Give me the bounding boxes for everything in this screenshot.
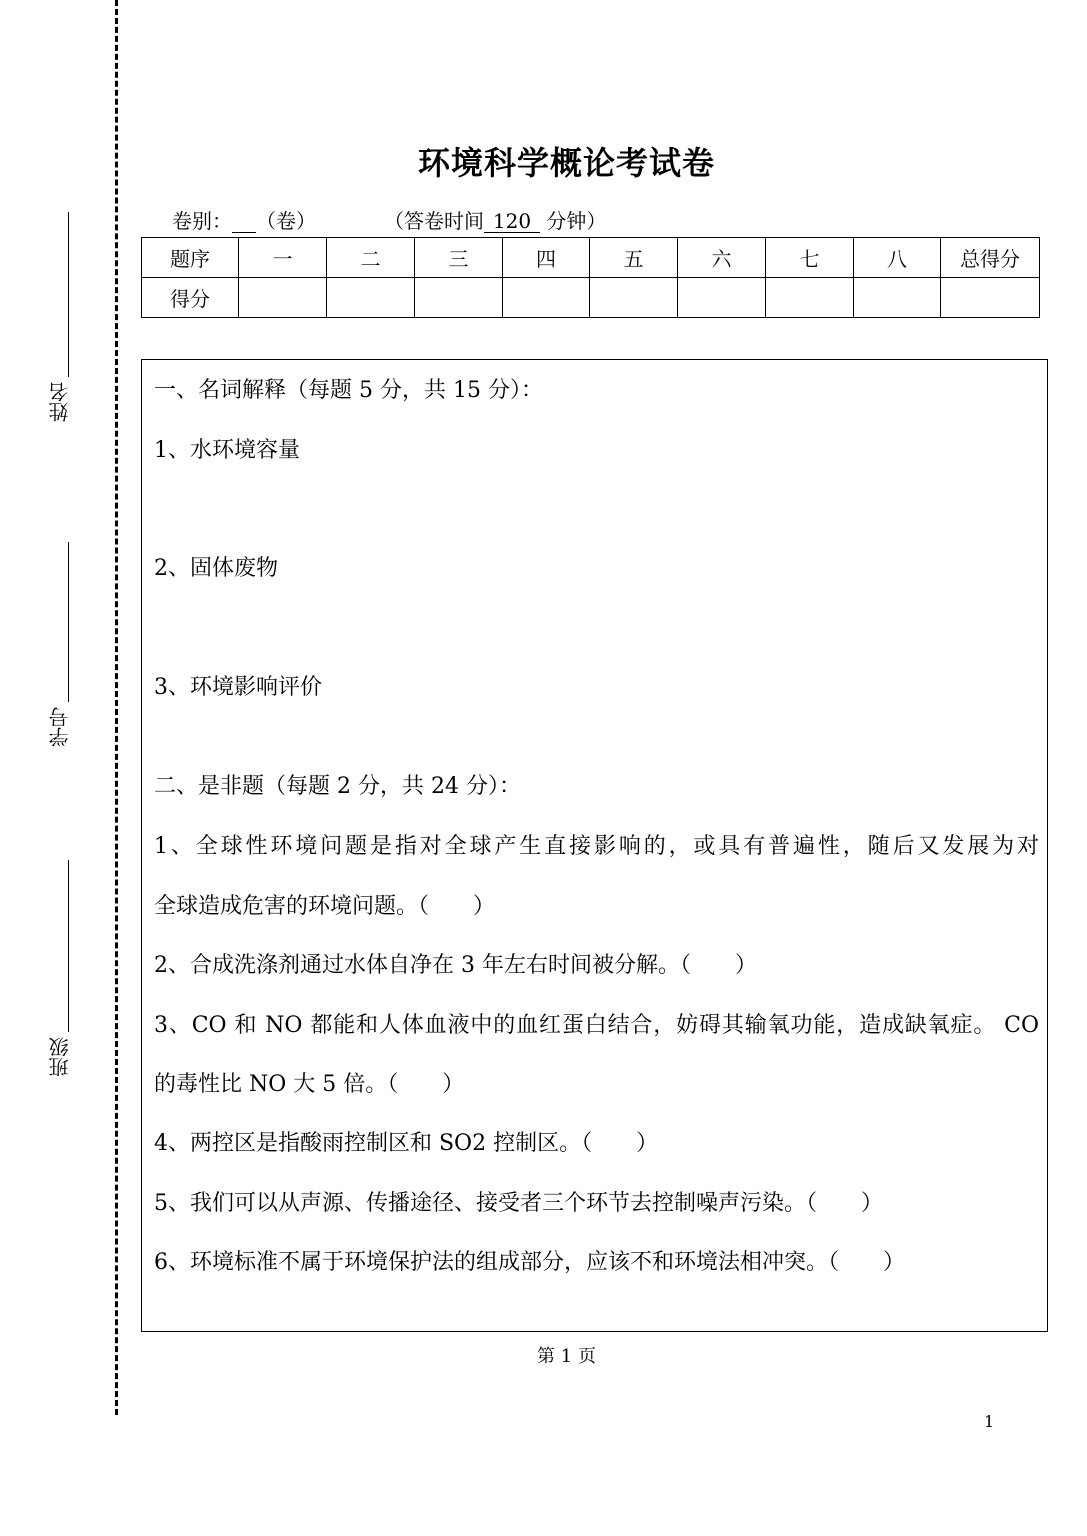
name-field — [40, 212, 80, 427]
student-id-field — [40, 542, 80, 752]
question-box — [141, 359, 1048, 1332]
score-label-cell: 得分 — [142, 278, 239, 318]
s2-question-4: 4、两控区是指酸雨控制区和 SO2 控制区。（ ） — [154, 1131, 659, 1156]
score-cell-1[interactable] — [239, 278, 327, 318]
duration-prefix: （答卷时间 — [384, 209, 484, 233]
s1-question-3: 3、环境影响评价 — [154, 675, 322, 700]
s2-question-2: 2、合成洗涤剂通过水体自净在 3 年左右时间被分解。（ ） — [154, 953, 757, 978]
s2-question-5: 5、我们可以从声源、传播途径、接受者三个环节去控制噪声污染。（ ） — [154, 1191, 883, 1216]
student-id-label: 学号 — [48, 707, 72, 747]
header-col-1: 一 — [239, 238, 327, 278]
header-col-8: 八 — [854, 238, 941, 278]
duration-suffix: 分钟） — [546, 209, 607, 233]
paper-type-label: 卷别： — [172, 209, 232, 233]
score-table-score-row — [142, 278, 1040, 318]
student-id-fill-line — [68, 542, 69, 702]
s2-question-3-line1: 3、CO 和 NO 都能和人体血液中的血红蛋白结合，妨碍其输氧功能，造成缺氧症。 CO — [154, 1013, 1039, 1038]
section2-heading: 二、是非题（每题 2 分，共 24 分）： — [154, 774, 521, 799]
class-fill-line — [68, 860, 69, 1032]
score-table — [141, 237, 1040, 318]
s2-question-3-line2: 的毒性比 NO 大 5 倍。（ ） — [154, 1072, 465, 1097]
score-cell-6[interactable] — [678, 278, 766, 318]
s2-question-1-line1: 1、全球性环境问题是指对全球产生直接影响的，或具有普遍性，随后又发展为对 — [154, 834, 1039, 859]
section1-heading: 一、名词解释（每题 5 分，共 15 分）： — [154, 378, 543, 403]
s2-question-1-line2: 全球造成危害的环境问题。（ ） — [154, 894, 496, 919]
score-cell-7[interactable] — [766, 278, 854, 318]
s2-question-6: 6、环境标准不属于环境保护法的组成部分，应该不和环境法相冲突。（ ） — [154, 1250, 905, 1275]
name-label: 姓名 — [48, 382, 72, 422]
score-cell-4[interactable] — [503, 278, 590, 318]
score-cell-total[interactable] — [941, 278, 1040, 318]
paper-type — [172, 205, 316, 234]
header-col-4: 四 — [503, 238, 590, 278]
class-label: 班级 — [48, 1037, 72, 1077]
score-cell-2[interactable] — [327, 278, 415, 318]
score-cell-5[interactable] — [590, 278, 678, 318]
duration-value: 120 — [484, 210, 540, 233]
s1-question-1: 1、水环境容量 — [154, 438, 300, 463]
score-cell-8[interactable] — [854, 278, 941, 318]
header-label-cell: 题序 — [142, 238, 239, 278]
page-indicator: 第 1 页 — [537, 1346, 596, 1367]
class-field — [40, 860, 80, 1082]
score-table-header-row — [142, 238, 1040, 278]
score-cell-3[interactable] — [415, 278, 503, 318]
header-col-2: 二 — [327, 238, 415, 278]
name-fill-line — [68, 212, 69, 377]
header-col-5: 五 — [590, 238, 678, 278]
binding-dashed-line — [115, 0, 118, 1415]
page-number: 1 — [984, 1412, 995, 1431]
exam-title: 环境科学概论考试卷 — [417, 144, 715, 182]
header-total-cell: 总得分 — [941, 238, 1040, 278]
header-col-3: 三 — [415, 238, 503, 278]
s1-question-2: 2、固体废物 — [154, 556, 278, 581]
paper-type-suffix: （卷） — [256, 209, 316, 233]
header-col-7: 七 — [766, 238, 854, 278]
header-col-6: 六 — [678, 238, 766, 278]
paper-type-blank — [232, 210, 256, 233]
exam-duration — [384, 205, 606, 234]
